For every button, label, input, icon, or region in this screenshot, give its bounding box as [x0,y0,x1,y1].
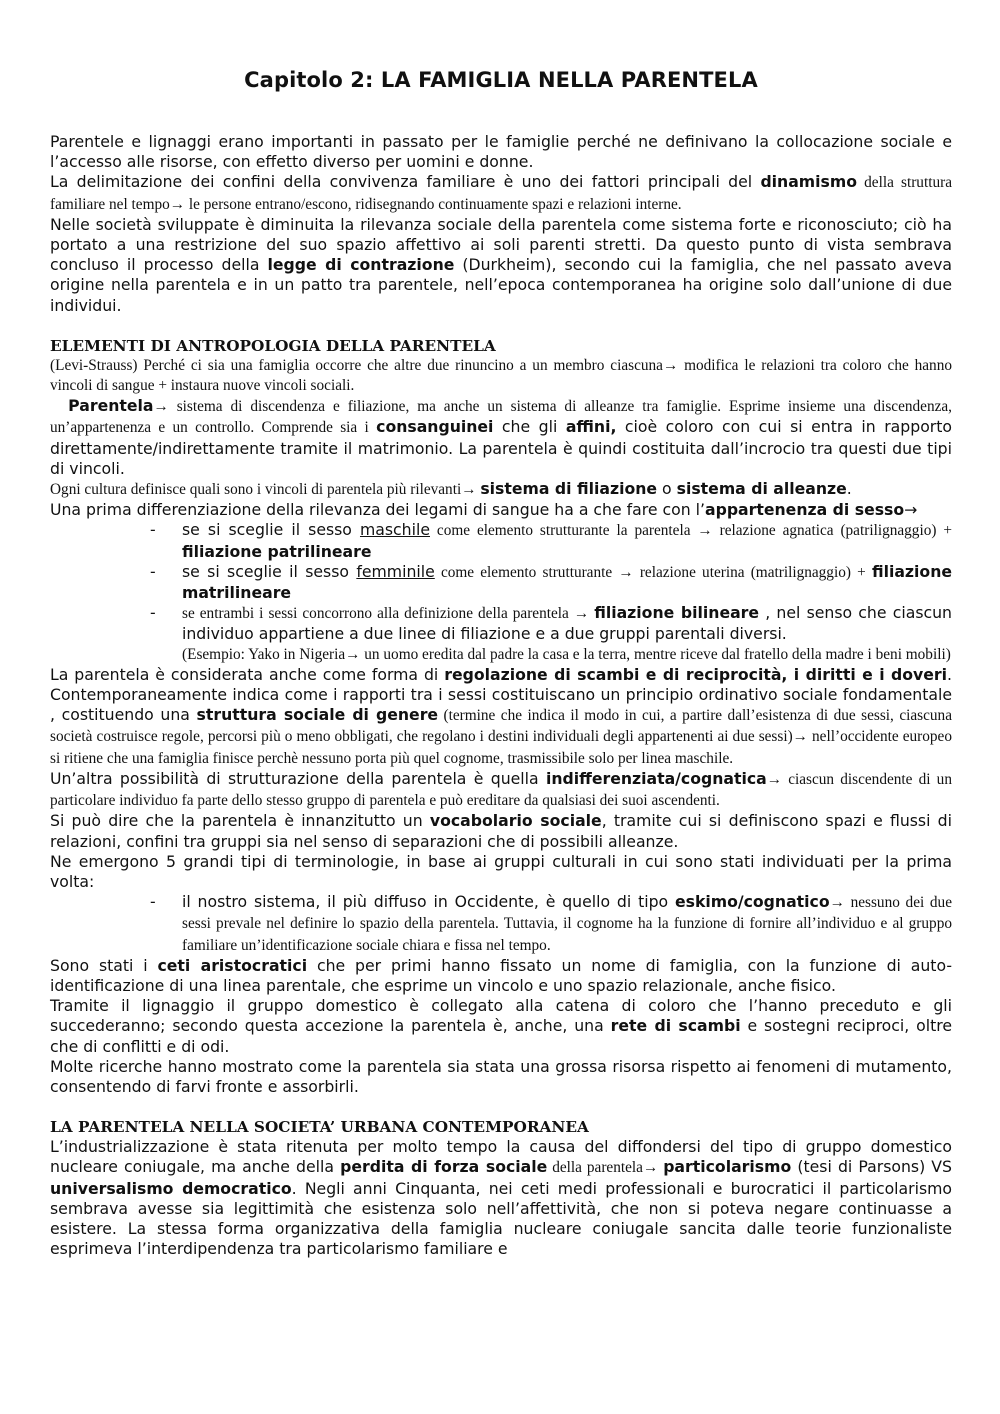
example-note: (Esempio: Yako in Nigeria→ un uomo eredita dal padre la casa e la terra, mentre riceve dal fratello della madre i beni mobili) [182,645,951,663]
paragraph: Una prima differenziazione della rilevanza dei legami di sangue ha a che fare con l’appartenenza di sesso→ [50,500,918,520]
paragraph: (Levi-Strauss) Perché ci sia una famiglia occorre che altre due rinuncino a un membro ciascuna→ modifica le relazioni tra coloro che hanno vincoli di sangue + instaura nuove vincoli sociali. [50,356,952,395]
document-page [50,68,952,1259]
paragraph: Si può dire che la parentela è innanzitutto un vocabolario sociale, tramite cui si definiscono spazi e flussi di relazioni, confini tra gruppi sia nel senso di separazioni che di possibili alleanze. [50,811,952,851]
terminology-list [50,892,952,956]
paragraph: Nelle società sviluppate è diminuita la rilevanza sociale della parentela come sistema forte e riconosciuto; ciò ha portato a una restrizione del suo spazio affettivo ai soli parenti stretti. Da questo punto di vista sembrava concluso il processo della legge di contrazione (Durkheim), secondo cui la famiglia, che nel passato aveva origine nella parentela e in un patto tra parentele, nell’epoca contemporanea ha origine solo dall’unione di due individui. [50,214,952,315]
list-item: - se entrambi i sessi concorrono alla definizione della parentela → filiazione bilineare , nel senso che ciascun individuo appartiene a due linee di filiazione e a due gruppi parentali diversi. [150,603,953,644]
list-item: - se si sceglie il sesso maschile come elemento strutturante la parentela → relazione agnatica (patrilignaggio) + filiazione patrilineare [150,520,952,561]
paragraph: Molte ricerche hanno mostrato come la parentela sia stata una grossa risorsa rispetto ai fenomeni di mutamento, consentendo di farvi fronte e assorbirli. [50,1056,952,1096]
list-item: - se si sceglie il sesso femminile come elemento strutturante → relazione uterina (matrilignaggio) + filiazione matrilineare [150,561,952,603]
paragraph: Ne emergono 5 grandi tipi di terminologie, in base ai gruppi culturali in cui sono stati individuati per la prima volta: [50,851,952,891]
paragraph: La delimitazione dei confini della convivenza familiare è uno dei fattori principali del dinamismo della struttura familiare nel tempo→ le persone entrano/escono, ridisegnando continuamente spazi e relazioni interne. [50,172,952,213]
paragraph: Un’altra possibilità di strutturazione della parentela è quella indifferenziata/cognatica→ ciascun discendente di un particolare individuo fa parte dello stesso gruppo di parentela e può ereditare da qualsiasi dei suoi ascendenti. [50,768,952,810]
page-title: Capitolo 2: LA FAMIGLIA NELLA PARENTELA [244,68,758,92]
paragraph: Parentela→ sistema di discendenza e filiazione, ma anche un sistema di alleanze tra famiglie. Esprime insieme una discendenza, un’appartenenza e un controllo. Comprende sia i consanguinei che gli affini, cioè coloro con cui si entra in rapporto direttamente/indirettamente tramite il matrimonio. La parentela è quindi costituita dall’incrocio tra questi due tipi di vincoli. [50,396,952,478]
paragraph: Parentele e lignaggi erano importanti in passato per le famiglie perché ne definivano la collocazione sociale e l’accesso alle risorse, con effetto diverso per uomini e donne. [50,132,952,172]
paragraph: Tramite il lignaggio il gruppo domestico è collegato alla catena di coloro che l’hanno preceduto e gli succederanno; secondo questa accezione la parentela è, anche, una rete di scambi e sostegni reciproci, oltre che di conflitti e di odi. [50,996,952,1056]
paragraph: Ogni cultura definisce quali sono i vincoli di parentela più rilevanti→ sistema di filiazione o sistema di alleanze. [50,479,852,499]
sex-structure-list [50,520,952,644]
paragraph: Sono stati i ceti aristocratici che per primi hanno fissato un nome di famiglia, con la funzione di auto-identificazione di una linea parentale, che esprime un vincolo e uno spazio relazionale, anche fisico. [50,955,952,995]
paragraph: L’industrializzazione è stata ritenuta per molto tempo la causa del diffondersi del tipo di gruppo domestico nucleare coniugale, ma anche della perdita di forza sociale della parentela→ particolarismo (tesi di Parsons) VS universalismo democratico. Negli anni Cinquanta, nei ceti medi professionali e burocratici il particolarismo sembrava avesse sia legittimità che esistenza solo nell’affettività, che non si poteva negare continuasse a esistere. La stessa forma organizzativa della famiglia nucleare coniugale sancita dalle teorie funzionaliste esprimeva l’interdipendenza tra particolarismo familiare e [50,1137,953,1259]
section-heading: LA PARENTELA NELLA SOCIETA’ URBANA CONTEMPORANEA [50,1118,589,1137]
section-heading: ELEMENTI DI ANTROPOLOGIA DELLA PARENTELA [50,336,496,355]
list-item: - il nostro sistema, il più diffuso in Occidente, è quello di tipo eskimo/cognatico→ nessuno dei due sessi prevale nel definire lo spazio della parentela. Tuttavia, il cognome ha la funzione di fornire all’individuo e al gruppo familiare un’identificazione sociale chiara e fissa nel tempo. [150,892,952,954]
paragraph: La parentela è considerata anche come forma di regolazione di scambi e di reciprocità, i diritti e i doveri. Contemporaneamente indica come i rapporti tra i sessi costituiscano un principio ordinativo sociale fondamentale , costituendo una struttura sociale di genere (termine che indica il modo in cui, a partire dall’esistenza di due sessi, ciascuna società costruisce regole, percorsi più o meno obbligati, che regolano i destini individuali degli appartenenti ai due sessi)→ nell’occidente europeo si ritiene che una famiglia finisce perchè nessuno porta più quel cognome, trasmissibile solo per linea maschile. [50,664,952,767]
